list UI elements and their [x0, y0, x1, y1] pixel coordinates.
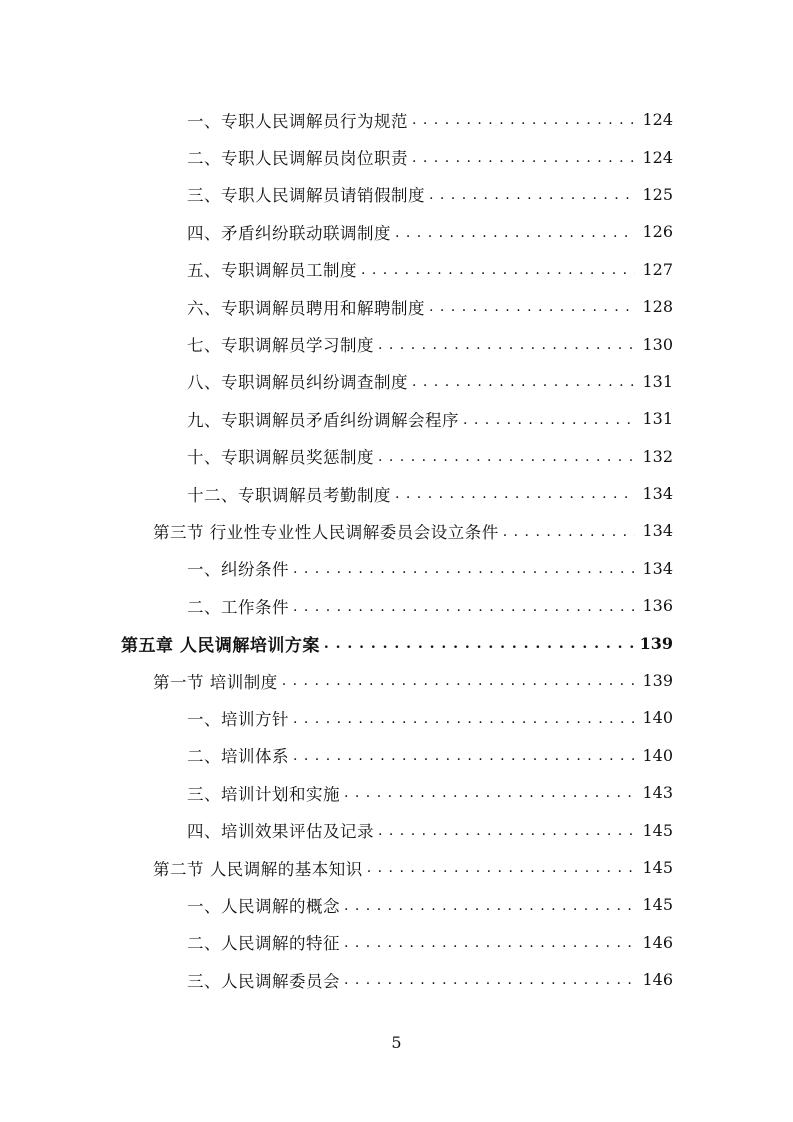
toc-entry-body: [187, 108, 639, 132]
toc-dot-leader: [324, 637, 635, 654]
toc-chapter-entry[interactable]: [0, 624, 793, 661]
toc-entry-page: 134: [642, 558, 673, 578]
toc-entry-title: 二、人民调解的特征: [187, 934, 340, 954]
toc-entry-page: 143: [642, 783, 673, 803]
toc-entry-page: 139: [639, 633, 673, 653]
toc-entry-body: [187, 369, 639, 393]
toc-dot-leader: [344, 899, 635, 916]
toc-entry-title: 十、专职调解员奖惩制度: [187, 448, 374, 468]
toc-dot-leader: [412, 375, 635, 392]
toc-entry-page: 139: [642, 671, 673, 691]
page-number: 5: [391, 1033, 402, 1052]
toc-entry-body: [187, 482, 639, 506]
toc-entry-body: [187, 930, 639, 954]
toc-entry-body: [187, 182, 639, 206]
toc-entry-title: 三、培训计划和实施: [187, 784, 340, 804]
toc-section-entry[interactable]: [0, 662, 793, 699]
toc-subsection-entry[interactable]: [0, 325, 793, 362]
toc-entry-body: [153, 669, 639, 693]
toc-entry-title: 二、培训体系: [187, 747, 289, 767]
toc-entry-page: 140: [642, 745, 673, 765]
toc-entry-title: 九、专职调解员矛盾纠纷调解会程序: [187, 410, 459, 430]
toc-subsection-entry[interactable]: [0, 811, 793, 848]
toc-dot-leader: [378, 824, 635, 841]
toc-entry-body: [187, 407, 639, 431]
toc-entry-page: 134: [642, 521, 673, 541]
toc-entry-title: 六、专职调解员聘用和解聘制度: [187, 298, 425, 318]
toc-entry-title: 三、专职人民调解员请销假制度: [187, 186, 425, 206]
toc-dot-leader: [429, 188, 635, 205]
toc-dot-leader: [463, 413, 635, 430]
toc-entry-page: 146: [642, 970, 673, 990]
toc-entry-body: [121, 631, 639, 656]
toc-dot-leader: [412, 151, 635, 168]
toc-subsection-entry[interactable]: [0, 363, 793, 400]
toc-entry-body: [187, 781, 639, 805]
toc-entry-body: [153, 519, 639, 543]
toc-subsection-entry[interactable]: [0, 288, 793, 325]
toc-entry-body: [187, 220, 639, 244]
toc-subsection-entry[interactable]: [0, 924, 793, 961]
toc-subsection-entry[interactable]: [0, 251, 793, 288]
toc-entry-body: [187, 556, 639, 580]
toc-entry-title: 二、工作条件: [187, 597, 289, 617]
toc-dot-leader: [412, 113, 635, 130]
toc-subsection-entry[interactable]: [0, 737, 793, 774]
toc-subsection-entry[interactable]: [0, 961, 793, 998]
toc-entry-body: [187, 893, 639, 917]
toc-entry-body: [187, 145, 639, 169]
toc-entry-title: 第三节 行业性专业性人民调解委员会设立条件: [153, 522, 499, 542]
toc-entry-page: 134: [642, 484, 673, 504]
toc-entry-page: 132: [642, 446, 673, 466]
toc-subsection-entry[interactable]: [0, 587, 793, 624]
toc-dot-leader: [293, 600, 635, 617]
toc-entry-page: 125: [642, 184, 673, 204]
toc-entry-title: 五、专职调解员工制度: [187, 261, 357, 281]
toc-entry-title: 一、人民调解的概念: [187, 896, 340, 916]
toc-dot-leader: [282, 674, 635, 691]
toc-entry-body: [187, 332, 639, 356]
toc-entry-body: [187, 257, 639, 281]
toc-dot-leader: [344, 973, 635, 990]
toc-section-entry[interactable]: [0, 849, 793, 886]
toc-subsection-entry[interactable]: [0, 475, 793, 512]
toc-entry-title: 三、人民调解委员会: [187, 971, 340, 991]
toc-entry-title: 一、专职人民调解员行为规范: [187, 111, 408, 131]
toc-entry-body: [187, 594, 639, 618]
toc-entry-title: 一、纠纷条件: [187, 560, 289, 580]
toc-dot-leader: [367, 861, 635, 878]
toc-entry-page: 128: [642, 297, 673, 317]
toc-entry-page: 127: [642, 259, 673, 279]
toc-entry-body: [187, 444, 639, 468]
toc-subsection-entry[interactable]: [0, 774, 793, 811]
toc-entry-title: 第一节 培训制度: [153, 672, 278, 692]
toc-entry-page: 126: [642, 222, 673, 242]
toc-entry-page: 146: [642, 932, 673, 952]
toc-subsection-entry[interactable]: [0, 699, 793, 736]
toc-subsection-entry[interactable]: [0, 101, 793, 138]
toc-dot-leader: [344, 786, 635, 803]
toc-entry-page: 145: [642, 858, 673, 877]
toc-entry-page: 145: [642, 895, 673, 915]
toc-entry-body: [187, 295, 639, 319]
toc-dot-leader: [293, 712, 635, 729]
toc-section-entry[interactable]: [0, 512, 793, 549]
toc-entry-title: 第五章 人民调解培训方案: [121, 635, 320, 656]
toc-entry-page: 140: [642, 708, 673, 728]
toc-subsection-entry[interactable]: [0, 138, 793, 175]
toc-entry-body: [153, 856, 639, 880]
toc-dot-leader: [344, 936, 635, 953]
toc-entry-title: 七、专职调解员学习制度: [187, 336, 374, 356]
toc-dot-leader: [429, 300, 635, 317]
toc-dot-leader: [378, 450, 635, 467]
toc-entry-title: 一、培训方针: [187, 709, 289, 729]
toc-dot-leader: [293, 749, 635, 766]
toc-subsection-entry[interactable]: [0, 400, 793, 437]
toc-entry-title: 八、专职调解员纠纷调查制度: [187, 373, 408, 393]
toc-dot-leader: [293, 562, 635, 579]
toc-entry-page: 136: [642, 596, 673, 616]
toc-entry-page: 145: [642, 820, 673, 840]
toc-entry-page: 131: [642, 371, 673, 391]
toc-entry-page: 130: [642, 334, 673, 354]
toc-dot-leader: [395, 226, 635, 243]
toc-dot-leader: [378, 338, 635, 355]
toc-entry-page: 131: [642, 409, 673, 429]
toc-subsection-entry[interactable]: [0, 176, 793, 213]
toc-subsection-entry[interactable]: [0, 550, 793, 587]
toc-entry-page: 124: [642, 147, 673, 167]
toc-subsection-entry[interactable]: [0, 886, 793, 923]
toc-entry-title: 四、矛盾纠纷联动联调制度: [187, 223, 391, 243]
toc-entry-body: [187, 968, 639, 992]
toc-subsection-entry[interactable]: [0, 213, 793, 250]
toc-entry-title: 第二节 人民调解的基本知识: [153, 859, 363, 879]
table-of-contents: [0, 101, 793, 998]
toc-entry-body: [187, 818, 639, 842]
toc-entry-title: 十二、专职调解员考勤制度: [187, 485, 391, 505]
toc-dot-leader: [395, 487, 635, 504]
toc-entry-body: [187, 706, 639, 730]
toc-entry-page: 124: [642, 110, 673, 130]
toc-dot-leader: [361, 263, 635, 280]
toc-subsection-entry[interactable]: [0, 438, 793, 475]
toc-entry-title: 四、培训效果评估及记录: [187, 822, 374, 842]
toc-dot-leader: [503, 525, 635, 542]
toc-entry-title: 二、专职人民调解员岗位职责: [187, 149, 408, 169]
toc-entry-body: [187, 743, 639, 767]
